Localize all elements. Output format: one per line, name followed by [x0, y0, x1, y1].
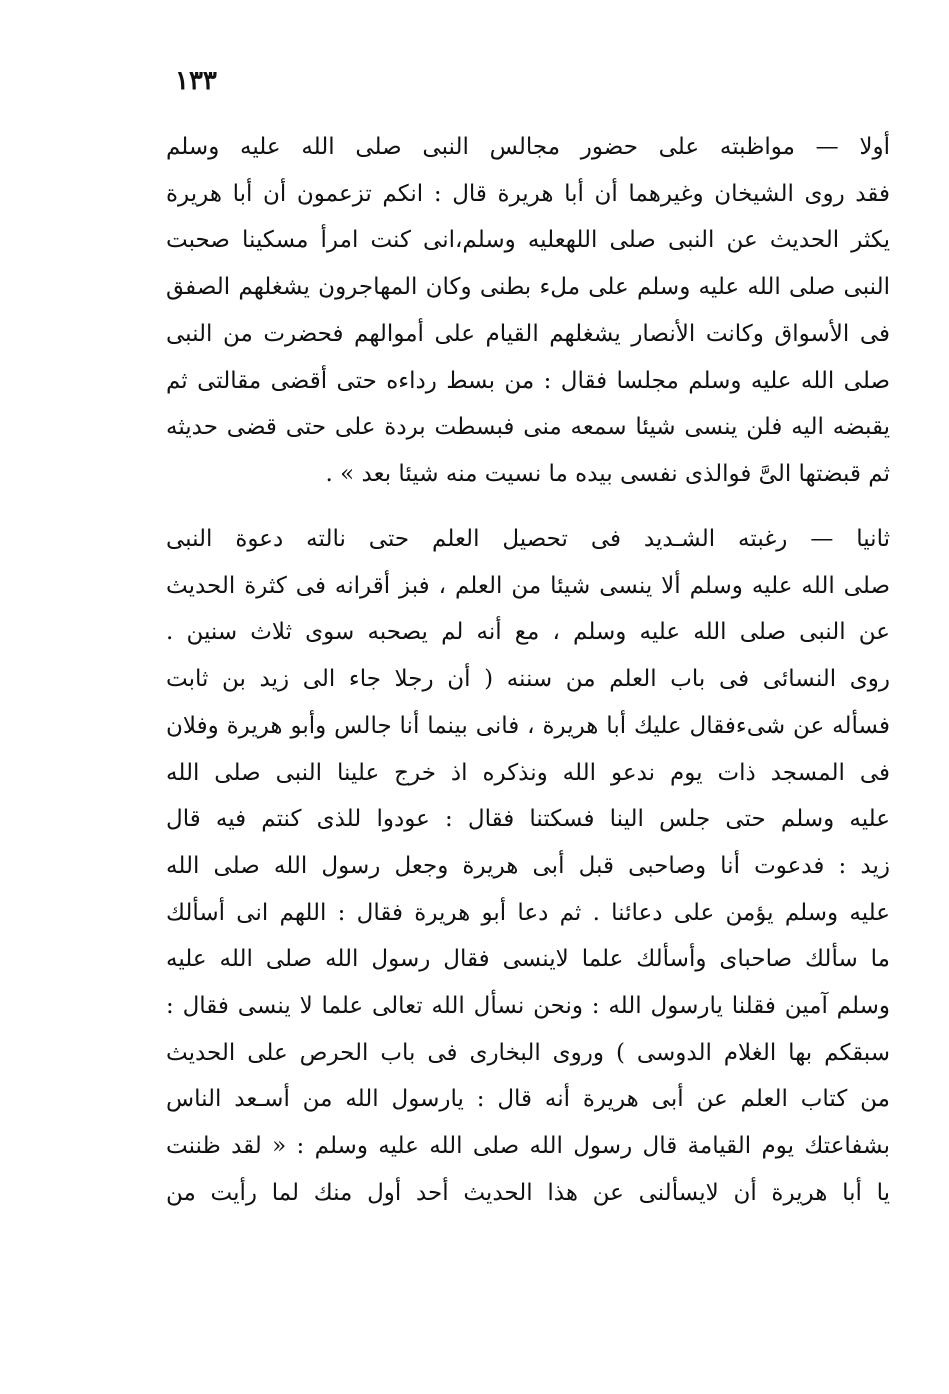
text-line: فسأله عن شىءفقال عليك أبا هريرة ، فانى بينما أنا جالس وأبو هريرة وفلان	[166, 712, 890, 739]
paragraph-second	[166, 516, 890, 1217]
text-line: فى الأسواق وكانت الأنصار يشغلهم القيام على أموالهم فحضرت من النبى	[166, 320, 890, 347]
text-line: زيد : فدعوت أنا وصاحبى قبل أبى هريرة وجعل رسول الله صلى الله	[166, 852, 890, 879]
text-line: فى المسجد ذات يوم ندعو الله ونذكره اذ خرج علينا النبى صلى الله	[166, 759, 890, 786]
text-line: يقبضه اليه فلن ينسى شيئا سمعه منى فبسطت بردة على حتى قضى حديثه	[166, 414, 890, 441]
text-line: يكثر الحديث عن النبى صلى اللهعليه وسلم،انى كنت امرأ مسكينا صحبت	[166, 227, 890, 254]
text-line: صلى الله عليه وسلم مجلسا فقال : من بسط رداءه حتى أقضى مقالتى ثم	[166, 367, 890, 394]
text-line: عليه وسلم حتى جلس الينا فسكتنا فقال : عودوا للذى كنتم فيه قال	[166, 806, 890, 833]
text-line: من كتاب العلم عن أبى هريرة أنه قال : يارسول الله من أسـعد الناس	[166, 1086, 890, 1113]
text-line: وسلم آمين فقلنا يارسول الله : ونحن نسأل الله تعالى علما لا ينسى فقال :	[166, 993, 890, 1020]
paragraph-first	[166, 124, 890, 498]
text-line: فقد روى الشيخان وغيرهما أن أبا هريرة قال : انكم تزعمون أن أبا هريرة	[166, 180, 890, 207]
text-line: ما سألك صاحباى وأسألك علما لاينسى فقال رسول الله صلى الله عليه	[166, 946, 890, 973]
page-number: ١٣٣	[175, 66, 217, 96]
text-line: ثانيا — رغبته الشـديد فى تحصيل العلم حتى نالته دعوة النبى	[166, 526, 890, 552]
text-line: بشفاعتك يوم القيامة قال رسول الله صلى الله عليه وسلم : « لقد ظننت	[166, 1133, 890, 1160]
text-line: يا أبا هريرة أن لايسألنى عن هذا الحديث أحد أول منك لما رأيت من	[166, 1179, 890, 1206]
text-line: النبى صلى الله عليه وسلم على ملء بطنى وكان المهاجرون يشغلهم الصفق	[166, 274, 890, 301]
text-line: روى النسائى فى باب العلم من سننه ( أن رجلا جاء الى زيد بن ثابت	[166, 666, 890, 693]
text-line: سبقكم بها الغلام الدوسى ) وروى البخارى فى باب الحرص على الحديث	[166, 1039, 890, 1066]
text-line: عليه وسلم يؤمن على دعائنا . ثم دعا أبو هريرة فقال : اللهم انى أسألك	[166, 899, 890, 926]
text-line: ثم قبضتها الىَّ فوالذى نفسى بيده ما نسيت منه شيئا بعد » .	[325, 460, 890, 487]
text-line: عن النبى صلى الله عليه وسلم ، مع أنه لم يصحبه سوى ثلاث سنين .	[166, 619, 890, 646]
text-line: أولا — مواظبته على حضور مجالس النبى صلى الله عليه وسلم	[166, 134, 890, 160]
text-line: صلى الله عليه وسلم ألا ينسى شيئا من العلم ، فبز أقرانه فى كثرة الحديث	[166, 572, 890, 599]
